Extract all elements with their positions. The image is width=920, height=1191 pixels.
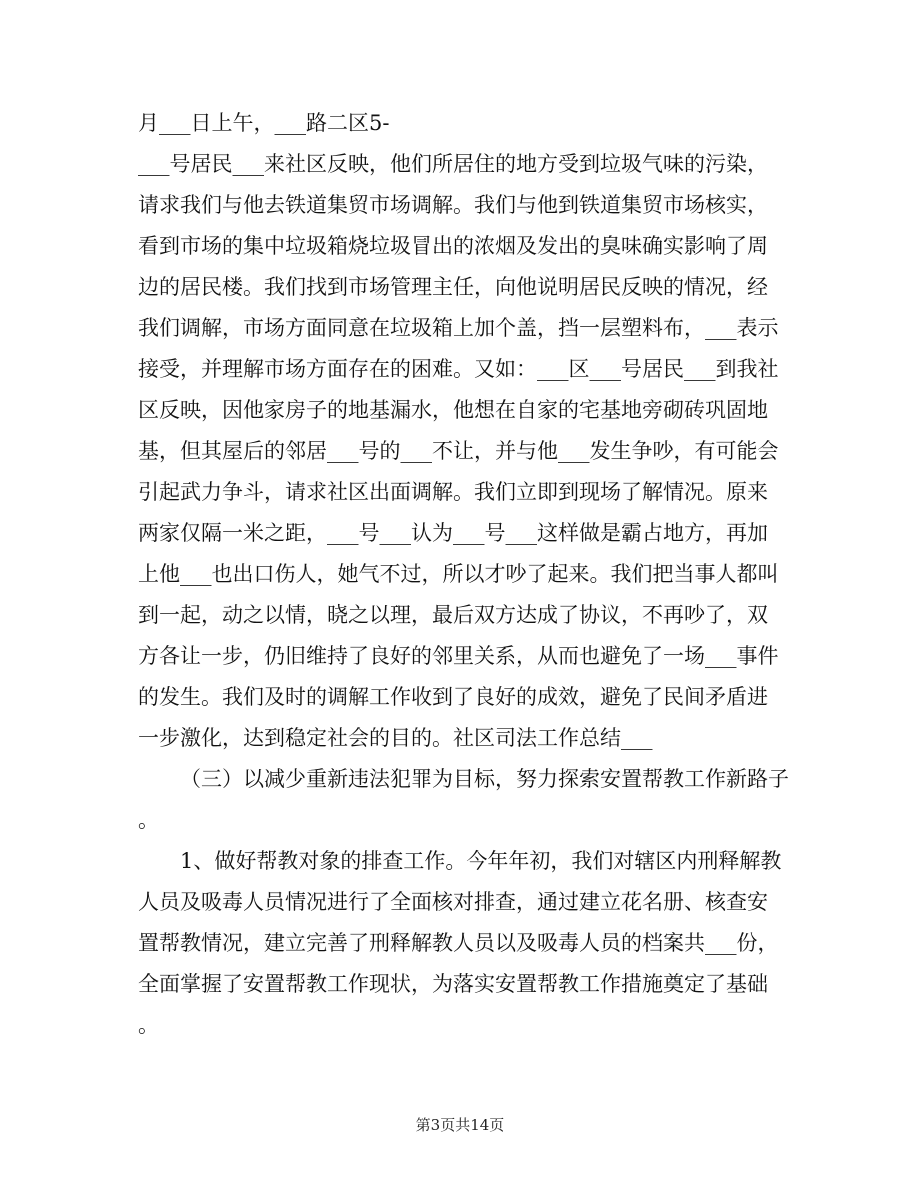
text-line: 一步激化，达到稳定社会的目的。社区司法工作总结___ — [138, 726, 653, 750]
text-line: 的发生。我们及时的调解工作收到了良好的成效，避免了民间矛盾进 — [138, 685, 768, 709]
text-line: 边的居民楼。我们找到市场管理主任，向他说明居民反映的情况，经 — [138, 275, 768, 299]
paragraph-start-line: 1、做好帮教对象的排查工作。今年年初，我们对辖区内刑释解教 — [180, 849, 782, 873]
text-line: 月___日上午，___路二区5- — [138, 111, 390, 135]
text-line: 引起武力争斗，请求社区出面调解。我们立即到现场了解情况。原来 — [138, 480, 768, 504]
text-line: 看到市场的集中垃圾箱烧垃圾冒出的浓烟及发出的臭味确实影响了周 — [138, 234, 768, 258]
section-heading-line: （三）以减少重新违法犯罪为目标，努力探索安置帮教工作新路子 — [180, 767, 789, 791]
text-line: 方各让一步，仍旧维持了良好的邻里关系，从而也避免了一场___事件 — [138, 644, 779, 668]
text-line: ___号居民___来社区反映，他们所居住的地方受到垃圾气味的污染， — [138, 152, 768, 176]
text-line: 全面掌握了安置帮教工作现状，为落实安置帮教工作措施奠定了基础 — [138, 972, 768, 996]
text-line: 。 — [138, 808, 159, 832]
text-line: 人员及吸毒人员情况进行了全面核对排查，通过建立花名册、核查安 — [138, 890, 768, 914]
text-line: 我们调解，市场方面同意在垃圾箱上加个盖，挡一层塑料布，___表示 — [138, 316, 779, 340]
page-number-footer: 第3页共14页 — [415, 1116, 505, 1134]
text-line: 请求我们与他去铁道集贸市场调解。我们与他到铁道集贸市场核实， — [138, 193, 768, 217]
text-line: 区反映，因他家房子的地基漏水，他想在自家的宅基地旁砌砖巩固地 — [138, 398, 768, 422]
text-line: 。 — [138, 1013, 159, 1037]
text-line: 上他___也出口伤人，她气不过，所以才吵了起来。我们把当事人都叫 — [138, 562, 779, 586]
text-line: 接受，并理解市场方面存在的困难。又如：___区___号居民___到我社 — [138, 357, 779, 381]
text-line: 置帮教情况，建立完善了刑释解教人员以及吸毒人员的档案共___份， — [138, 931, 779, 955]
text-line: 到一起，动之以情，晓之以理，最后双方达成了协议，不再吵了，双 — [138, 603, 768, 627]
text-line: 两家仅隔一米之距，___号___认为___号___这样做是霸占地方，再加 — [138, 521, 768, 545]
text-line: 基，但其屋后的邻居___号的___不让，并与他___发生争吵，有可能会 — [138, 439, 779, 463]
document-body — [138, 103, 788, 1046]
